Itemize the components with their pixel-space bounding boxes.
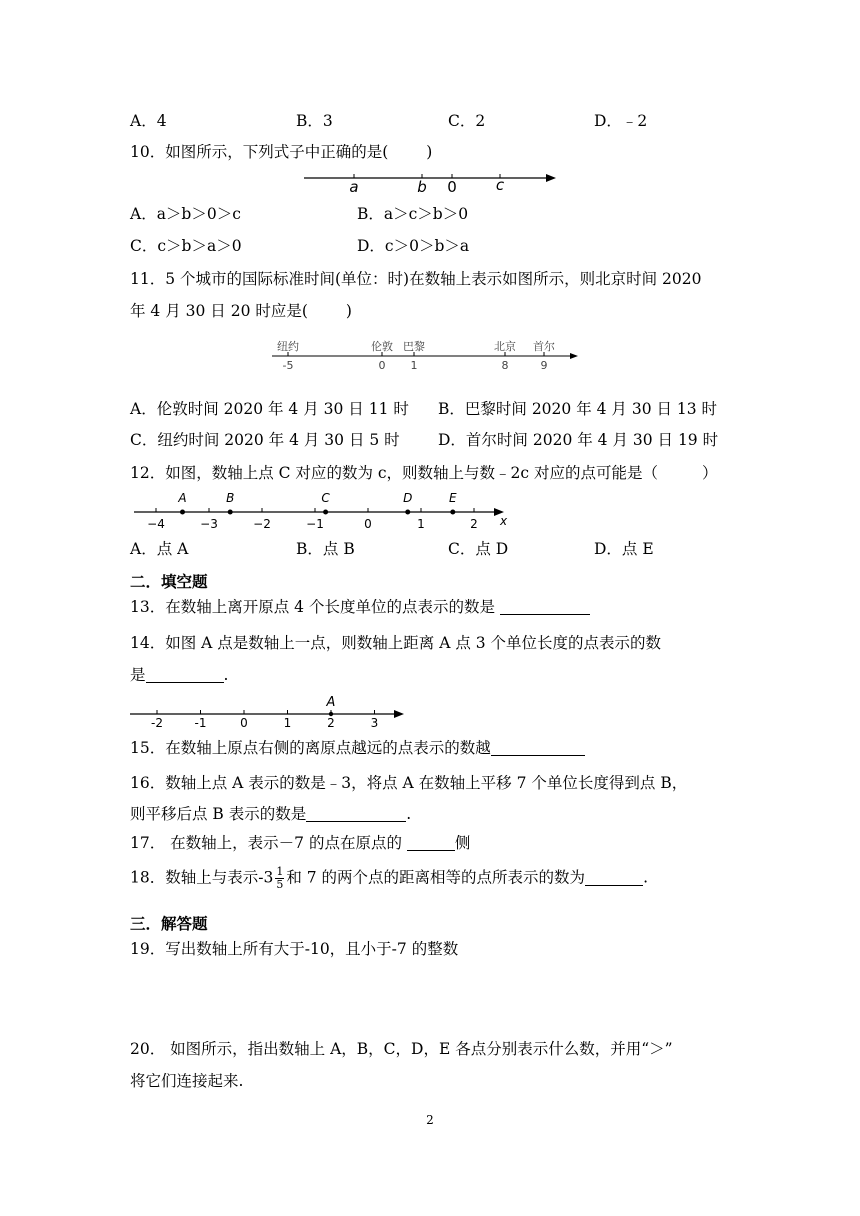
q10-option-a: A．a＞b＞0＞c [130, 205, 241, 223]
q11-city-name: 巴黎 [403, 340, 425, 353]
q10-option-d: D．c＞0＞b＞a [357, 237, 470, 255]
q12-tick-label: −2 [253, 517, 271, 531]
q11-city-value: 1 [410, 359, 418, 372]
q11-city-value: 8 [501, 359, 509, 372]
q10-label-zero: 0 [447, 178, 457, 196]
section-fill-in-heading: 二．填空题 [130, 573, 208, 591]
q18-mid: 和 7 的两个点的距离相等的点所表示的数为 [286, 868, 586, 887]
q18-frac-num: 1 [276, 865, 284, 878]
q12-close-paren: ） [702, 464, 718, 482]
q10-number-line [300, 168, 560, 196]
q10-stem [130, 141, 432, 163]
q16-line2-end: . [406, 805, 412, 823]
q17 [130, 832, 470, 854]
q12-point-label: B [226, 491, 235, 505]
q18 [130, 866, 648, 891]
q14-tick-label: 1 [283, 716, 292, 730]
q12-point-dot [228, 510, 233, 515]
q11-city-name: 纽约 [277, 340, 299, 353]
q15-text: 15．在数轴上原点右侧的离原点越远的点表示的数越 [130, 739, 491, 757]
q15 [130, 737, 585, 759]
q19: 19．写出数轴上所有大于-10，且小于-7 的整数 [130, 940, 459, 958]
q10-label-a: a [349, 178, 359, 196]
q12-point-label: A [178, 491, 187, 505]
q11-city-value: 9 [540, 359, 548, 372]
q16-line2 [130, 803, 411, 825]
q12-point-dot [450, 510, 455, 515]
page-number: 2 [426, 1113, 434, 1127]
q12-tick-label: −3 [200, 517, 218, 531]
q17-answer-blank[interactable] [407, 834, 455, 851]
q18-fraction [275, 866, 284, 891]
q20-line2: 将它们连接起来. [130, 1072, 244, 1090]
q11-option-c: C．纽约时间 2020 年 4 月 30 日 5 时 [130, 431, 400, 449]
q12-option-c: C．点 D [448, 540, 509, 558]
q11-city-name: 北京 [494, 340, 516, 353]
q12-tick-label: 0 [364, 517, 372, 531]
q12-stem [130, 462, 718, 484]
q12-axis-var: x [500, 514, 508, 528]
q12-tick-label: 2 [470, 517, 478, 531]
q12-point-label: C [321, 491, 330, 505]
q14-point-a-dot [329, 712, 333, 716]
q14-line2-start: 是 [130, 666, 146, 684]
q16-line1: 16．数轴上点 A 表示的数是﹣3，将点 A 在数轴上平移 7 个单位长度得到点 B， [130, 774, 688, 792]
q9-option-b: B．3 [296, 112, 333, 130]
q17-end: 侧 [454, 834, 471, 852]
q9-option-a: A．4 [130, 112, 167, 130]
q14-answer-blank[interactable] [146, 666, 224, 683]
section-answer-heading: 三．解答题 [130, 915, 208, 933]
q14-tick-label: -2 [151, 716, 163, 730]
q12-stem-text: 12．如图，数轴上点 C 对应的数为 c，则数轴上与数﹣2c 对应的点可能是（ [130, 464, 659, 482]
q11-city-value: 0 [378, 359, 386, 372]
q18-frac-den: 5 [276, 878, 284, 891]
q10-option-c: C．c＞b＞a＞0 [130, 237, 242, 255]
q14-tick-label: 2 [327, 716, 335, 730]
q20-line1: 20． 如图所示，指出数轴上 A，B，C，D，E 各点分别表示什么数，并用“＞” [130, 1040, 673, 1058]
q11-line2 [130, 300, 352, 322]
q18-start: 18．数轴上与表示 [130, 868, 259, 887]
q11-option-a: A．伦敦时间 2020 年 4 月 30 日 11 时 [130, 400, 409, 418]
q9-option-d: D．﹣2 [594, 112, 648, 130]
q12-tick-label: −4 [147, 517, 165, 531]
q11-city-number-line [272, 340, 584, 372]
q11-option-b: B．巴黎时间 2020 年 4 月 30 日 13 时 [438, 400, 718, 418]
q14-number-line [130, 694, 410, 730]
q10-stem-text: 10．如图所示，下列式子中正确的是( [130, 143, 389, 161]
q11-city-name: 伦敦 [371, 340, 393, 353]
q12-point-dot [405, 510, 410, 515]
q14-line2-end: . [223, 666, 229, 684]
q18-neg-whole: -3 [258, 868, 274, 887]
q12-point-label: D [403, 491, 413, 505]
q14-line2 [130, 664, 228, 686]
q10-label-b: b [417, 178, 427, 196]
q12-tick-label: 1 [417, 517, 425, 531]
q14-tick-label: 3 [370, 716, 379, 730]
q12-option-b: B．点 B [296, 540, 355, 558]
q17-start: 17． 在数轴上，表示－7 的点在原点的 [130, 834, 402, 852]
q13 [130, 596, 590, 618]
q14-tick-label: -1 [194, 716, 207, 730]
q14-tick-label: 0 [240, 716, 248, 730]
q11-line2-text: 年 4 月 30 日 20 时应是( [130, 302, 308, 320]
q10-close-paren: ) [426, 143, 433, 161]
q12-point-label: E [449, 491, 457, 505]
q10-option-b: B．a＞c＞b＞0 [357, 205, 469, 223]
q12-point-dot [180, 510, 185, 515]
q18-answer-blank[interactable] [585, 869, 643, 886]
q11-city-name: 首尔 [533, 340, 555, 353]
q12-tick-label: −1 [306, 517, 324, 531]
q15-answer-blank[interactable] [491, 739, 585, 756]
q12-option-a: A．点 A [130, 540, 189, 558]
q12-number-line [130, 488, 520, 532]
q16-line2-start: 则平移后点 B 表示的数是 [130, 805, 307, 823]
q9-option-c: C．2 [448, 112, 486, 130]
q13-answer-blank[interactable] [500, 598, 590, 615]
q11-line1: 11．5 个城市的国际标准时间(单位：时)在数轴上表示如图所示，则北京时间 2020 [130, 270, 702, 288]
q14-line1: 14．如图 A 点是数轴上一点，则数轴上距离 A 点 3 个单位长度的点表示的数 [130, 634, 662, 652]
q13-text: 13．在数轴上离开原点 4 个长度单位的点表示的数是 [130, 598, 495, 616]
q16-answer-blank[interactable] [306, 805, 406, 822]
q18-end: . [643, 868, 648, 887]
q14-point-a-label: A [326, 695, 336, 710]
q10-label-c: c [495, 176, 505, 194]
q12-option-d: D．点 E [594, 540, 654, 558]
q12-point-dot [323, 510, 328, 515]
q11-city-value: -5 [282, 359, 294, 372]
q11-close-paren: ) [345, 302, 352, 320]
q11-option-d: D．首尔时间 2020 年 4 月 30 日 19 时 [438, 431, 719, 449]
